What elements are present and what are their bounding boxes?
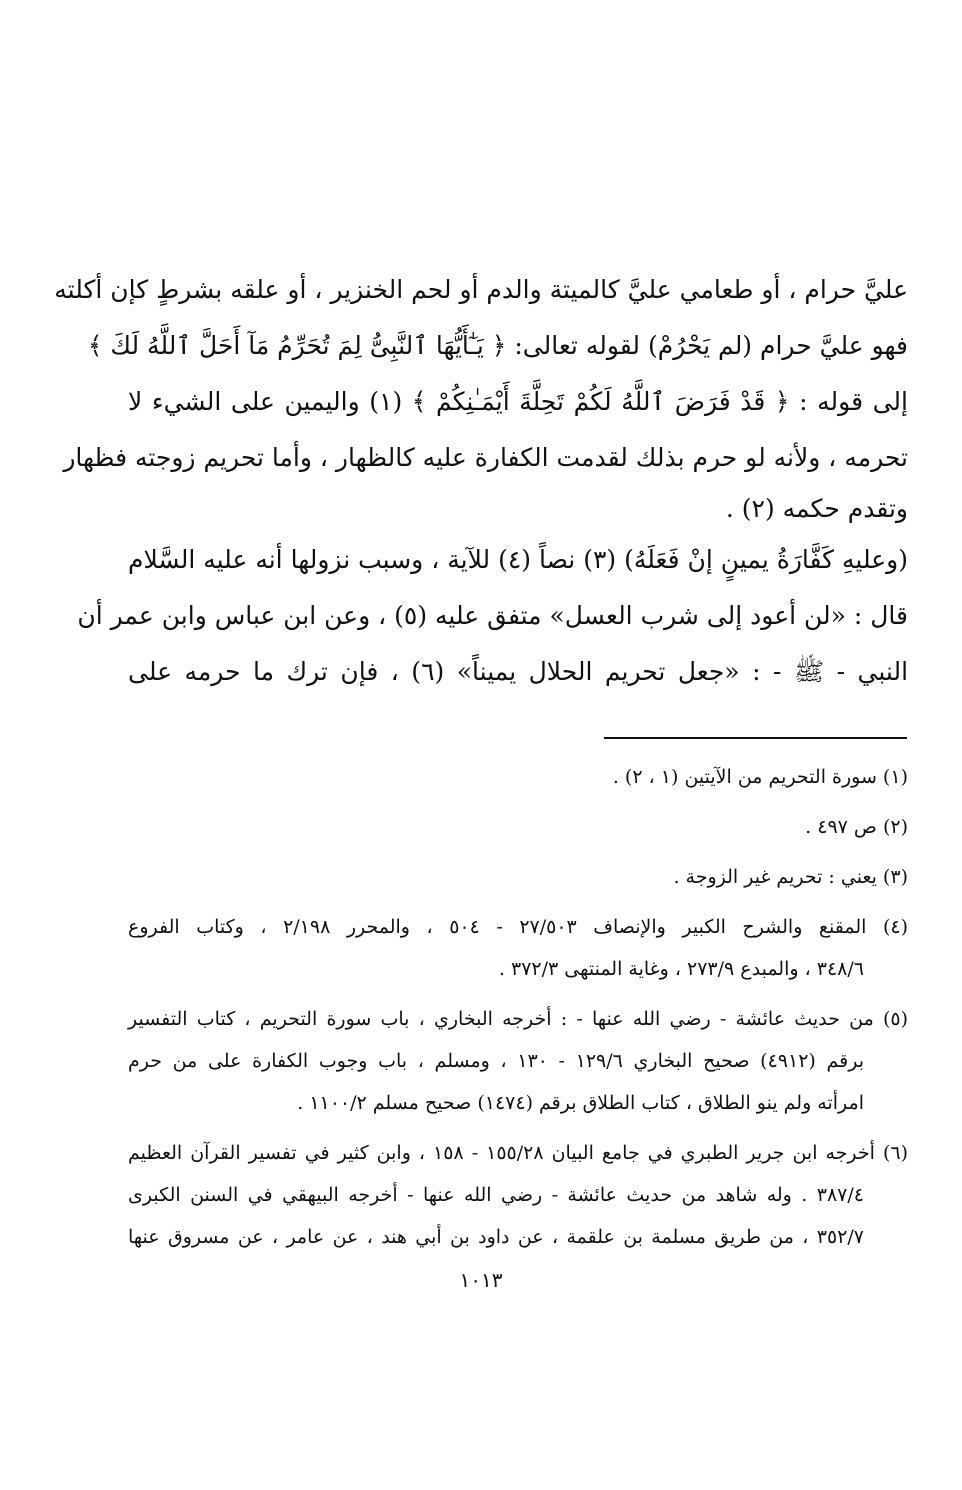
page-number: ١٠١٣ bbox=[459, 1268, 503, 1292]
footnote bbox=[128, 756, 908, 798]
main-line: النبي - ﷺ - : «جعل تحريم الحلال يميناً» (٦) ، فإن ترك ما حرمه على bbox=[128, 657, 909, 686]
footnote bbox=[128, 1132, 908, 1258]
footnote-line: (٥) من حديث عائشة - رضي الله عنها - : أخرجه البخاري ، باب سورة التحريم ، كتاب التفسير bbox=[128, 1008, 908, 1030]
footnote bbox=[128, 998, 908, 1124]
main-line: فهو عليَّ حرام (لم يَحْرُمْ) لقوله تعالى: ﴿ يَـٰٓأَيُّهَا ٱلنَّبِىُّ لِمَ تُحَرِّمُ مَآ أَحَلَّ ٱللَّهُ لَكَ ﴾ bbox=[87, 331, 908, 360]
footnote-line: (٣) يعني : تحريم غير الزوجة . bbox=[673, 866, 908, 888]
footnote-line: (٢) ص ٤٩٧ . bbox=[805, 816, 908, 838]
footnote-separator bbox=[604, 737, 907, 739]
footnote bbox=[128, 806, 908, 848]
footnote-line: (١) سورة التحريم من الآيتين (١ ، ٢) . bbox=[612, 766, 908, 788]
footnote-line: ٣٥٢/٧ ، من طريق مسلمة بن علقمة ، عن داود بن أبي هند ، عن عامر ، عن مسروق عنها bbox=[128, 1226, 864, 1248]
footnote-line: برقم (٤٩١٢) صحيح البخاري ١٢٩/٦ - ١٣٠ ، ومسلم ، باب وجوب الكفارة على من حرم bbox=[128, 1050, 864, 1072]
footnote-line: ٣٤٨/٦ ، والمبدع ٢٧٣/٩ ، وغاية المنتهى ٣٧٢/٣ . bbox=[498, 958, 864, 980]
footnotes bbox=[128, 756, 908, 1266]
main-text bbox=[54, 262, 909, 700]
main-line: عليَّ حرام ، أو طعامي عليَّ كالميتة والدم أو لحم الخنزير ، أو علقه بشرطٍ كإن أكلته bbox=[54, 275, 908, 304]
footnote bbox=[128, 906, 908, 990]
footnote-line: امرأته ولم ينو الطلاق ، كتاب الطلاق برقم (١٤٧٤) صحيح مسلم ١١٠٠/٢ . bbox=[297, 1092, 864, 1114]
footnote bbox=[128, 856, 908, 898]
main-line: (وعليهِ كَفَّارَةُ يمينٍ إنْ فَعَلَهُ) (٣) نصاً (٤) للآية ، وسبب نزولها أنه عليه السَّلام bbox=[128, 545, 908, 574]
footnote-line: (٦) أخرجه ابن جرير الطبري في جامع البيان ١٥٥/٢٨ - ١٥٨ ، وابن كثير في تفسير القرآن العظيم bbox=[128, 1142, 909, 1164]
footnote-line: ٣٨٧/٤ . وله شاهد من حديث عائشة - رضي الله عنها - أخرجه البيهقي في السنن الكبرى bbox=[128, 1184, 864, 1206]
main-line: إلى قوله : ﴿ قَدْ فَرَضَ ٱللَّهُ لَكُمْ تَحِلَّةَ أَيْمَـٰنِكُمْ ﴾ (١) واليمين على الشيء لا bbox=[128, 387, 908, 416]
footnote-line: (٤) المقنع والشرح الكبير والإنصاف ٢٧/٥٠٣ - ٥٠٤ ، والمحرر ٢/١٩٨ ، وكتاب الفروع bbox=[128, 916, 909, 938]
main-line: وتقدم حكمه (٢) . bbox=[725, 494, 908, 523]
main-line: تحرمه ، ولأنه لو حرم بذلك لقدمت الكفارة عليه كالظهار ، وأما تحريم زوجته فظهار bbox=[63, 443, 908, 472]
main-line: قال : «لن أعود إلى شرب العسل» متفق عليه (٥) ، وعن ابن عباس وابن عمر أن bbox=[77, 601, 908, 630]
